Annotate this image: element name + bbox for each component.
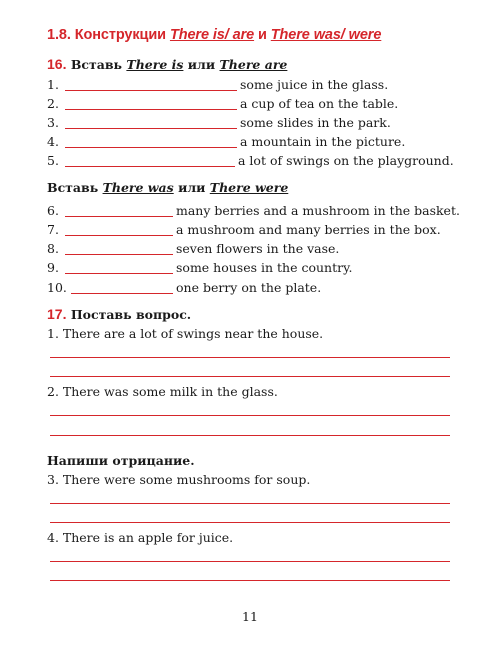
- section-title-phrase2: There was/ were: [270, 27, 382, 43]
- section-title: [47, 27, 381, 43]
- section-title-conj: и: [258, 27, 267, 43]
- item-number: 1.: [47, 77, 59, 92]
- section-number: 1.8.: [47, 27, 71, 43]
- task16b-item: [47, 277, 321, 295]
- answer-blank[interactable]: [65, 241, 173, 255]
- item-text: some slides in the park.: [240, 115, 391, 130]
- task16b-item: [47, 219, 441, 237]
- item-number: 10.: [47, 280, 67, 295]
- item-number: 7.: [47, 222, 59, 237]
- task16b-item: [47, 238, 339, 256]
- task16b-item: [47, 200, 460, 218]
- item-number: 2.: [47, 96, 59, 111]
- negation-sentence: 4. There is an apple for juice.: [47, 530, 234, 545]
- answer-blank[interactable]: [65, 115, 237, 129]
- answer-blank[interactable]: [71, 280, 173, 294]
- task17-number: 17.: [47, 306, 67, 322]
- answer-line[interactable]: [50, 435, 450, 436]
- negation-heading: Напиши отрицание.: [47, 453, 195, 468]
- answer-blank[interactable]: [65, 222, 173, 236]
- task17-instruction: Поставь вопрос.: [70, 307, 192, 322]
- task16-item: [47, 93, 398, 111]
- item-number: 4.: [47, 134, 59, 149]
- item-number: 6.: [47, 203, 59, 218]
- answer-line[interactable]: [50, 376, 450, 377]
- task16-item: [47, 74, 388, 92]
- answer-blank[interactable]: [65, 260, 173, 274]
- negation-sentence: 3. There were some mushrooms for soup.: [47, 472, 311, 487]
- item-number: 9.: [47, 260, 59, 275]
- task16b-or: или: [178, 180, 206, 195]
- item-text: one berry on the plate.: [176, 280, 322, 295]
- task16b-heading: [47, 180, 288, 195]
- answer-line[interactable]: [50, 580, 450, 581]
- item-text: many berries and a mushroom in the basket.: [176, 203, 460, 218]
- item-text: some houses in the country.: [176, 260, 353, 275]
- answer-line[interactable]: [50, 357, 450, 358]
- item-text: some juice in the glass.: [240, 77, 389, 92]
- item-number: 5.: [47, 153, 59, 168]
- item-text: a lot of swings on the playground.: [238, 153, 454, 168]
- answer-blank[interactable]: [65, 77, 237, 91]
- task16-item: [47, 131, 405, 149]
- item-text: a cup of tea on the table.: [240, 96, 399, 111]
- answer-line[interactable]: [50, 415, 450, 416]
- task16-option1: There is: [126, 57, 184, 72]
- task16b-item: [47, 257, 352, 275]
- item-number: 3.: [47, 115, 59, 130]
- answer-line[interactable]: [50, 561, 450, 562]
- question-sentence: 2. There was some milk in the glass.: [47, 384, 278, 399]
- task17-heading: [47, 306, 191, 322]
- task16-heading: [47, 56, 287, 72]
- answer-blank[interactable]: [65, 153, 235, 167]
- task16-verb: Вставь: [70, 57, 123, 72]
- task16-option2: There are: [219, 57, 288, 72]
- item-number: 8.: [47, 241, 59, 256]
- answer-blank[interactable]: [65, 203, 173, 217]
- item-text: seven flowers in the vase.: [176, 241, 340, 256]
- task16b-option1: There was: [102, 180, 174, 195]
- question-sentence: 1. There are a lot of swings near the house.: [47, 326, 324, 341]
- task16-number: 16.: [47, 56, 67, 72]
- task16-item: [47, 112, 391, 130]
- task16-item: [47, 150, 454, 168]
- answer-blank[interactable]: [65, 96, 237, 110]
- page-number: 11: [242, 609, 258, 624]
- section-title-prefix: Конструкции: [74, 27, 166, 43]
- answer-blank[interactable]: [65, 134, 237, 148]
- answer-line[interactable]: [50, 522, 450, 523]
- task16-or: или: [187, 57, 216, 72]
- task16b-option2: There were: [209, 180, 289, 195]
- section-title-phrase1: There is/ are: [169, 27, 255, 43]
- answer-line[interactable]: [50, 503, 450, 504]
- task16b-verb: Вставь: [47, 180, 99, 195]
- item-text: a mountain in the picture.: [240, 134, 406, 149]
- item-text: a mushroom and many berries in the box.: [176, 222, 441, 237]
